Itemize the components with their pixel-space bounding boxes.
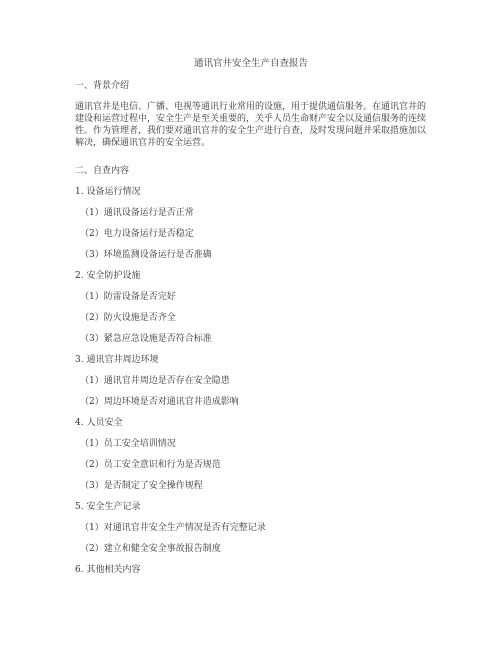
paragraph-line: 通讯官井是电信、广播、电视等通讯行业常用的设施，用于提供通信服务。在通讯官井的 xyxy=(75,102,427,112)
sub-item: （1）对通讯官井安全生产情况是否有完整记录 xyxy=(80,523,266,533)
item-heading: 5. 安全生产记录 xyxy=(75,502,141,512)
section-heading-background: 一、背景介绍 xyxy=(75,81,130,91)
sub-item: （1）防雷设备是否完好 xyxy=(80,292,176,302)
sub-item: （1）通讯设备运行是否正常 xyxy=(80,208,194,218)
sub-item: （2）电力设备运行是否稳定 xyxy=(80,229,194,239)
sub-item: （2）建立和健全安全事故报告制度 xyxy=(80,544,221,554)
paragraph-line: 建设和运营过程中，安全生产是至关重要的，关乎人员生命财产安全以及通信服务的连续 xyxy=(75,114,427,124)
paragraph-line: 性。作为管理者，我们要对通讯官井的安全生产进行自查，及时发现问题并采取措施加以 xyxy=(75,126,427,136)
sub-item: （1）员工安全培训情况 xyxy=(80,439,176,449)
background-paragraph xyxy=(75,101,435,149)
paragraph-line: 解决，确保通讯官井的安全运营。 xyxy=(75,138,211,148)
item-heading: 6. 其他相关内容 xyxy=(75,565,141,575)
section-heading-contents: 二、自查内容 xyxy=(75,166,130,176)
sub-item: （3）是否制定了安全操作规程 xyxy=(80,481,203,491)
sub-item: （3）环境监测设备运行是否准确 xyxy=(80,250,212,260)
item-heading: 4. 人员安全 xyxy=(75,418,123,428)
item-heading: 3. 通讯官井周边环境 xyxy=(75,355,159,365)
item-heading: 1. 设备运行情况 xyxy=(75,187,141,197)
sub-item: （3）紧急应急设施是否符合标准 xyxy=(80,334,212,344)
sub-item: （2）周边环境是否对通讯官井造成影响 xyxy=(80,397,239,407)
sub-item: （2）员工安全意识和行为是否规范 xyxy=(80,460,221,470)
document-title: 通讯官井安全生产自查报告 xyxy=(193,58,308,69)
sub-item: （1）通讯官井周边是否存在安全隐患 xyxy=(80,376,230,386)
sub-item: （2）防火设施是否齐全 xyxy=(80,313,176,323)
item-heading: 2. 安全防护设施 xyxy=(75,271,141,281)
